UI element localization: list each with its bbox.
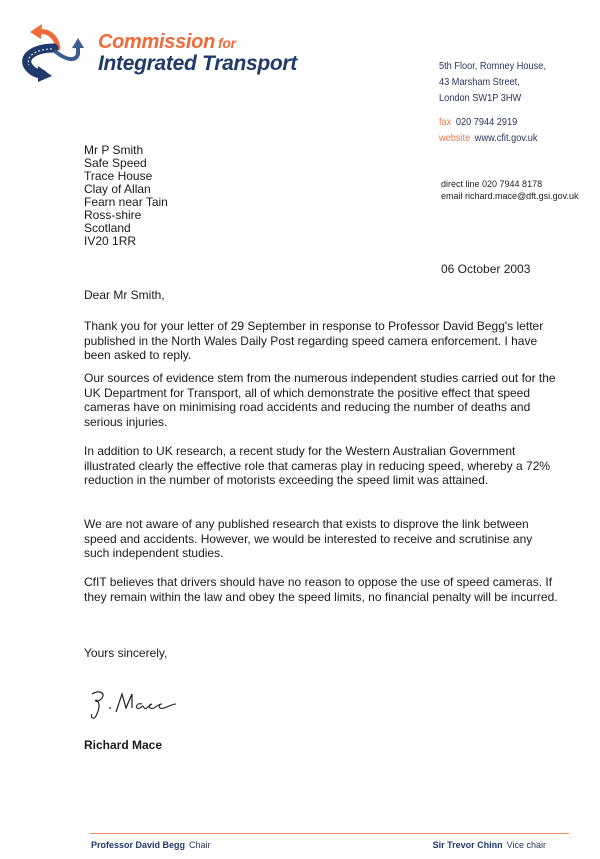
salutation: Dear Mr Smith, (84, 288, 165, 302)
website-line (439, 131, 538, 147)
recipient-line: Fearn near Tain (84, 195, 168, 209)
footer-chair (91, 840, 211, 850)
org-address-line: London SW1P 3HW (439, 93, 522, 104)
recipient-address (84, 144, 168, 248)
fax-value: 020 7944 2919 (455, 117, 518, 128)
signer-name: Richard Mace (84, 738, 163, 752)
recipient-line: Safe Speed (84, 156, 147, 170)
recipient-line: Mr P Smith (84, 143, 144, 157)
letter-date: 06 October 2003 (441, 262, 531, 276)
org-name (98, 32, 297, 74)
sender-contact (441, 178, 579, 202)
vice-chair-role: Vice chair (506, 840, 546, 850)
org-address-line: 5th Floor, Romney House, (439, 61, 546, 72)
recipient-line: Scotland (84, 221, 131, 235)
closing: Yours sincerely, (84, 646, 168, 660)
footer-divider (90, 833, 569, 834)
recipient-line: Clay of Allan (84, 182, 151, 196)
fax-label: fax (439, 117, 452, 128)
transport-arrows-icon (18, 18, 98, 84)
body-paragraph: In addition to UK research, a recent study for the Western Australian Government illustrated clearly the effective role that cameras play in reducing speed, whereby a 72% reduction in the number of motorists exceeding the speed limit was attained. (84, 444, 551, 487)
footer-vice-chair (433, 840, 546, 850)
org-logo (18, 18, 297, 84)
body-paragraph: Our sources of evidence stem from the numerous independent studies carried out for the UK Department for Transport, all of which demonstrate the positive effect that speed cameras have on minimising road accidents and reducing the number of deaths and serious injuries. (84, 371, 556, 429)
org-address-line: 43 Marsham Street, (439, 77, 520, 88)
vice-chair-name: Sir Trevor Chinn (432, 840, 503, 850)
recipient-line: Ross-shire (84, 208, 142, 222)
org-address (439, 59, 546, 107)
sender-email[interactable]: email richard.mace@dft.gsi.gov.uk (441, 191, 579, 201)
recipient-line: Trace House (84, 169, 153, 183)
handwritten-signature (86, 686, 186, 722)
recipient-line: IV20 1RR (84, 234, 137, 248)
chair-role: Chair (189, 840, 211, 850)
website-label: website (439, 133, 471, 144)
body-paragraph: Thank you for your letter of 29 September in response to Professor David Begg's letter published in the North Wales Daily Post regarding speed camera enforcement. I have been asked to reply. (84, 319, 544, 362)
website-link[interactable]: www.cfit.gov.uk (474, 133, 538, 144)
direct-line: direct line 020 7944 8178 (441, 179, 543, 189)
chair-name: Professor David Begg (91, 840, 186, 850)
fax-line (439, 115, 538, 131)
org-contact (439, 115, 538, 147)
org-name-line1: Commission (98, 31, 216, 53)
body-paragraph: CfIT believes that drivers should have no reason to oppose the use of speed cameras. If they remain within the law and obey the speed limits, no financial penalty will be incurred. (84, 575, 558, 604)
body-paragraph: We are not aware of any published research that exists to disprove the link between speed and accidents. However, we would be interested to receive and scrutinise any such independent studies. (84, 517, 533, 560)
org-name-line2: Integrated Transport (98, 52, 297, 75)
org-name-line1-suffix: for (218, 35, 236, 51)
